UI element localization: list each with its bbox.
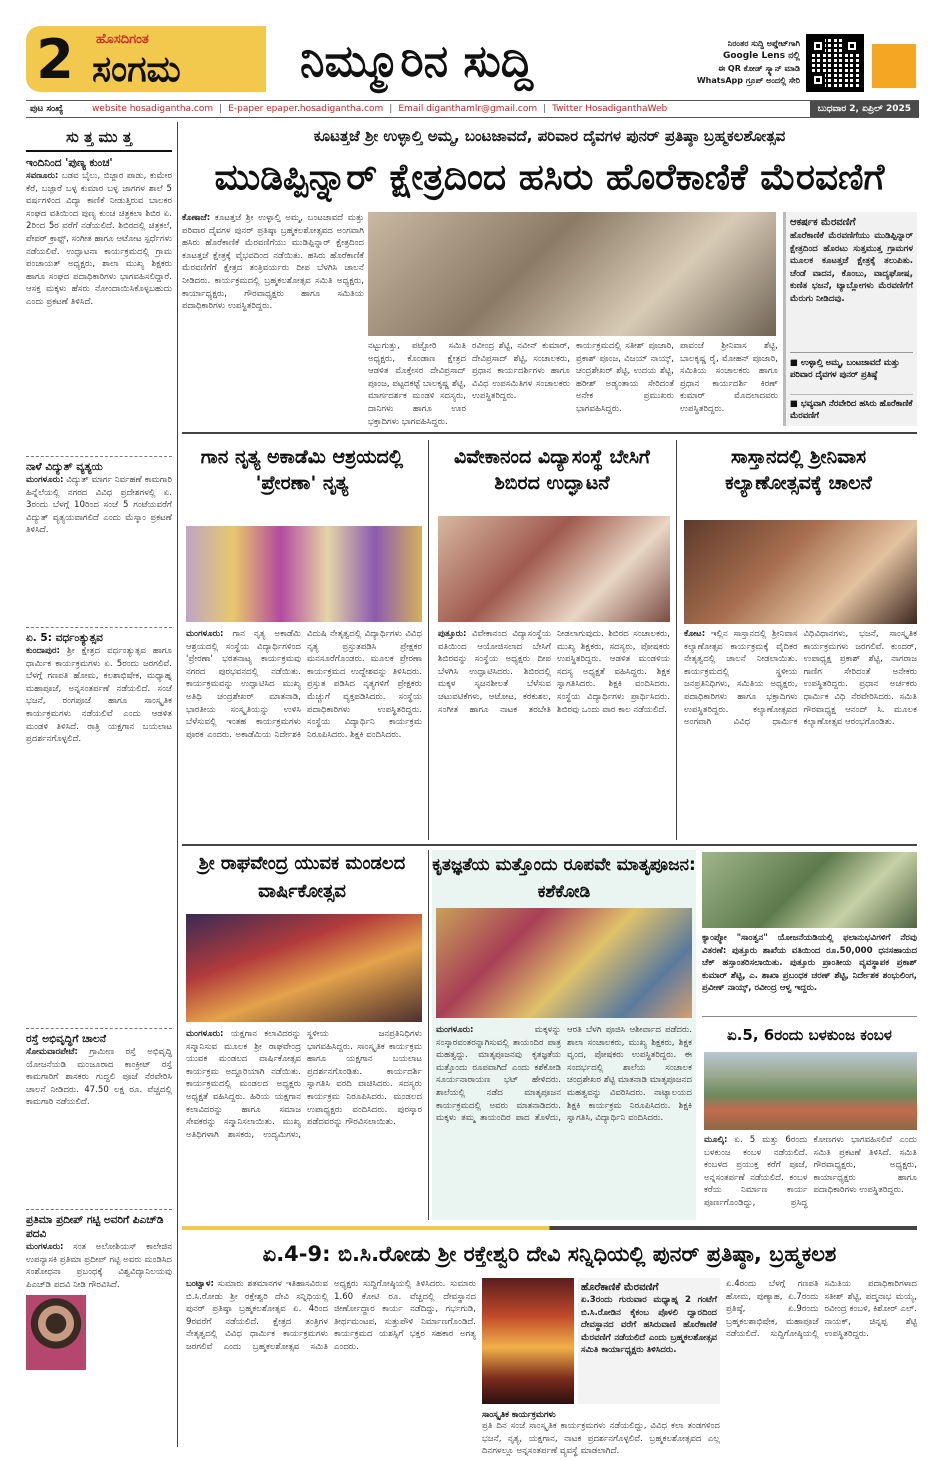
sidebar [26, 122, 172, 1447]
lead-headline: ಮುಡಿಪ್ಪಿನ್ನಾರ್ ಕ್ಷೇತ್ರದಿಂದ ಹಸಿರು ಹೊರೆಕಾಣಿಕೆ ಮೆರವಣಿಗೆ [214, 157, 885, 198]
sidebar-item-title: ಪ್ರತಿಮಾ ಪ್ರದೀಪ್ ಗಟ್ಟಿ ಅವರಿಗೆ ಪಿಎಚ್‌ಡಿ ಪದವಿ [26, 1214, 164, 1240]
dateline: ಸೋಮವಾರಪೇಟೆ: [26, 1047, 78, 1057]
sidebar-item-title: ರಸ್ತೆ ಅಭಿವೃದ್ಧಿಗೆ ಚಾಲನೆ [26, 1033, 107, 1045]
story6-photo [702, 852, 917, 928]
issue-date: ಬುಧವಾರ 2, ಏಪ್ರಿಲ್ 2025 [810, 101, 919, 117]
lead-bullet: ■ ಭವ್ಯವಾಗಿ ನೆರವೇರಿದ ಹಸಿರು ಹೊರೆಕಾಣಿಕೆ ಮೆರವಣಿಗೆ [790, 394, 913, 432]
story5-body: ಮಂಗಳೂರು: ಮಕ್ಕಳನ್ನು ಸಂಸ್ಕಾರವಂತರನ್ನಾಗಿಸುವಲ್ಲಿ ತಾಯಂದಿರ ಪಾತ್ರ ಮಹತ್ವದ್ದು. ಮಾತೃಪೂಜನವು ಕೃತಜ್ಞತೆಯ ಮತ್ತೊಂದು ರೂಪವಾಗಿದೆ ಎಂದು ಕಶೆಕೋಡಿ ಸೂರ್ಯನಾರಾಯಣ ಭಟ್ ಹೇಳಿದರು. ಶಾಲೆಯಲ್ಲಿ ನಡೆದ ಮಾತೃಪೂಜನ ಕಾರ್ಯಕ್ರಮದಲ್ಲಿ ಅವರು ಮಾತನಾಡಿದರು. ಮಕ್ಕಳು ತಮ್ಮ ತಾಯಂದಿರ ಪಾದ ತೊಳೆದು, ಆರತಿ ಬೆಳಗಿ ಪೂಜಿಸಿ ಆಶೀರ್ವಾದ ಪಡೆದರು. ಶಾಲಾ ಸಂಚಾಲಕರು, ಮುಖ್ಯ ಶಿಕ್ಷಕರು, ಶಿಕ್ಷಕ ವೃಂದ, ಪೋಷಕರು ಉಪಸ್ಥಿತರಿದ್ದರು. ಈ ಸಂದರ್ಭದಲ್ಲಿ ಶಾಲೆಯ ಸಂಚಾಲಕ ಚಂದ್ರಶೇಖರ ಶೆಟ್ಟಿ ಮಾತನಾಡಿ ಮಾತೃಪೂಜನದ ಮಹತ್ವವನ್ನು ವಿವರಿಸಿದರು. ನಾಟ್ಯಾಲಯದ ಶಿಕ್ಷಕಿ ಕಾರ್ಯಕ್ರಮ ನಿರೂಪಿಸಿದರು. ಶಿಕ್ಷಕಿ ಸ್ವಾಗತಿಸಿ, ವಿದ್ಯಾರ್ಥಿನಿ ವಂದಿಸಿದರು. [436, 1025, 692, 1124]
bottom-box [578, 1278, 720, 1404]
lead-body-left: ಕೊಣಾಜೆ: ಕೂಟತ್ತಜೆ ಶ್ರೀ ಉಳ್ಳಾಲ್ತಿ ಅಮ್ಮ, ಬಂಟಜಾವದೆ ಮತ್ತು ಪರಿವಾರ ದೈವಗಳ ಪುನರ್ ಪ್ರತಿಷ್ಠಾ ಬ್ರಹ್ಮಕಲಶೋತ್ಸವದ ಅಂಗವಾಗಿ ಹಸಿರು ಹೊರೆಕಾಣಿಕೆ ಮೆರವಣಿಗೆಯು ಮುಡಿಪ್ಪಿನ್ನಾರ್ ಕ್ಷೇತ್ರದಿಂದ ಕೂಟತ್ತಜೆ ಕ್ಷೇತ್ರಕ್ಕೆ ವೈಭವದಿಂದ ನಡೆಯಿತು. ಹಸಿರು ಹೊರೆಕಾಣಿಕೆ ಮೆರವಣಿಗೆಗೆ ಕ್ಷೇತ್ರದ ತಂತ್ರಿವರ್ಯರು ದೀಪ ಬೆಳಗಿಸಿ ಚಾಲನೆ ನೀಡಿದರು. ಕಾರ್ಯಕ್ರಮದಲ್ಲಿ ಬ್ರಹ್ಮಕಲಶೋತ್ಸವ ಸಮಿತಿ ಅಧ್ಯಕ್ಷರು, ಕಾರ್ಯಾಧ್ಯಕ್ಷರು, ಗೌರವಾಧ್ಯಕ್ಷರು ಹಾಗೂ ಸಮಿತಿಯ ಪದಾಧಿಕಾರಿಗಳು ಉಪಸ್ಥಿತರಿದ್ದರು. [182, 213, 364, 312]
accent-block [872, 44, 916, 88]
story5-box [432, 850, 696, 1220]
row-divider [182, 844, 917, 846]
bottom-body-left: ಬಂಟ್ವಾಳ: ಸುಮಾರು ಶತಮಾನಗಳ ಇತಿಹಾಸವಿರುವ ಬಿ.ಸಿ.ರೋಡು ಶ್ರೀ ರಕ್ತೇಶ್ವರಿ ದೇವಿ ಸನ್ನಿಧಿಯಲ್ಲಿ ಪುನರ್ ಪ್ರತಿಷ್ಠಾ ಬ್ರಹ್ಮಕಲಶೋತ್ಸವ ಏ. 4ರಿಂದ 9ರವರೆಗೆ ನಡೆಯಲಿದೆ. ಕ್ಷೇತ್ರದ ತಂತ್ರಿಗಳ ನೇತೃತ್ವದಲ್ಲಿ ವಿವಿಧ ಧಾರ್ಮಿಕ ಕಾರ್ಯಕ್ರಮಗಳು ಜರಗಲಿವೆ ಎಂದು ಬ್ರಹ್ಮಕಲಶೋತ್ಸವ ಸಮಿತಿ ಅಧ್ಯಕ್ಷರು ಸುದ್ದಿಗೋಷ್ಠಿಯಲ್ಲಿ ತಿಳಿಸಿದರು. ಸುಮಾರು 1.60 ಕೋಟಿ ರೂ. ವೆಚ್ಚದಲ್ಲಿ ದೇವಸ್ಥಾನದ ಜೀರ್ಣೋದ್ಧಾರ ಕಾರ್ಯ ನಡೆದಿದ್ದು, ಗರ್ಭಗುಡಿ, ತೀರ್ಥಮಂಟಪ, ಸುತ್ತುಪೌಳಿ ನಿರ್ಮಾಣಗೊಂಡಿದೆ. ಕಾರ್ಯಕ್ರಮದ ಯಶಸ್ಸಿಗೆ ಭಕ್ತರ ಸಹಕಾರ ಅಗತ್ಯ ಎಂದರು. [186, 1279, 476, 1352]
story1-headline: ಗಾನ ನೃತ್ಯ ಅಕಾಡೆಮಿ ಆಶ್ರಯದಲ್ಲಿ 'ಪ್ರೇರಣಾ' ನೃತ್ಯ [200, 446, 404, 494]
website-link[interactable]: website hosadigantha.com [92, 104, 214, 114]
qr-line: WhatsApp ಗ್ರೂಪ್ ಅಂದಲ್ಲಿ ಸೇರಿ [696, 76, 800, 85]
color-bar [182, 1226, 917, 1230]
story2-body: ಪುತ್ತೂರು: ವಿವೇಕಾನಂದ ವಿದ್ಯಾಸಂಸ್ಥೆಯ ವತಿಯಿಂದ ಆಯೋಜಿಸಲಾದ ಬೇಸಿಗೆ ಶಿಬಿರವನ್ನು ಸಂಸ್ಥೆಯ ಅಧ್ಯಕ್ಷರು ದೀಪ ಬೆಳಗಿಸಿ ಉದ್ಘಾಟಿಸಿದರು. ಶಿಬಿರದಲ್ಲಿ ಮಕ್ಕಳ ಸೃಜನಶೀಲತೆ ಬೆಳೆಸುವ ಚಟುವಟಿಕೆಗಳು, ಆಟೋಟ, ಕರಕುಶಲ, ಸಂಗೀತ ಹಾಗೂ ನಾಟಕ ತರಬೇತಿ ನೀಡಲಾಗುವುದು. ಶಿಬಿರದ ಸಂಚಾಲಕರು, ಮುಖ್ಯ ಶಿಕ್ಷಕರು, ಸದಸ್ಯರು, ಪೋಷಕರು ಉಪಸ್ಥಿತರಿದ್ದರು. ಆಡಳಿತ ಮಂಡಳಿಯ ಸದಸ್ಯ ಅಧ್ಯಕ್ಷತೆ ವಹಿಸಿದ್ದರು. ಶಿಕ್ಷಕ ಸ್ವಾಗತಿಸಿದರು. ಶಿಕ್ಷಕಿ ವಂದಿಸಿದರು. ಸಂಸ್ಥೆಯ ವಿದ್ಯಾರ್ಥಿಗಳು ಪ್ರಾರ್ಥಿಸಿದರು. ಶಿಬಿರವು ಒಂದು ವಾರ ಕಾಲ ನಡೆಯಲಿದೆ. [438, 629, 670, 715]
sidebar-item-body: ಬಡವ ಬೈಲು, ಬಿಜ್ಜಾರ ಪಾಡು, ಕುಮೇರ ಕೆರೆ, ಬಜ್ಪಾರೆ ಬಳ್ಳ ಕುಮಾರ ಬಳ್ಳ ಜಾಗಗಳ ಶಾಲೆ 5 ವರ್ಷಗಳಿಂದ ವಿದ್ಯಾ ಕಾಣಿಕೆ ನೀಡುತ್ತಿರುವ ಬಾಲಕರ ಸಂಘದ ವತಿಯಿಂದ ಪುಣ್ಯ ಕುಂಚ ಚಿತ್ರಕಲಾ ಶಿಬಿರ ಏ. 2ರಿಂದ 5ರ ವರೆಗೆ ನಡೆಯಲಿದೆ. ಶಿಬಿರದಲ್ಲಿ ಚಿತ್ರಕಲೆ, ಪೇಪರ್ ಕ್ರಾಫ್ಟ್, ಸಂಗೀತ ಹಾಗೂ ಆಟೋಟ ಸ್ಪರ್ಧೆಗಳು ನಡೆಯಲಿವೆ. ಉದ್ಘಾಟನಾ ಕಾರ್ಯಕ್ರಮದಲ್ಲಿ ಗ್ರಾಮ ಪಂಚಾಯತ್ ಅಧ್ಯಕ್ಷರು, ಶಾಲಾ ಮುಖ್ಯ ಶಿಕ್ಷಕರು ಹಾಗೂ ಸಂಘದ ಪದಾಧಿಕಾರಿಗಳು ಭಾಗವಹಿಸಲಿದ್ದಾರೆ. ಆಸಕ್ತ ಮಕ್ಕಳು ಹೆಸರು ನೋಂದಾಯಿಸಿಕೊಳ್ಳಬಹುದು ಎಂದು ಪ್ರಕಟಣೆ ತಿಳಿಸಿದೆ. [26, 171, 172, 307]
row-divider [182, 432, 917, 434]
qr-line: ಈ QR ಕೋಡ್ ಸ್ಕ್ಯಾನ್ ಮಾಡಿ [718, 64, 800, 73]
bottom-photo [482, 1278, 574, 1404]
story2-photo [438, 516, 670, 622]
lead-sidebox-title: ಆಕರ್ಷಕ ಮೆರವಣಿಗೆ [790, 217, 856, 228]
story3-headline: ಸಾಸ್ತಾನದಲ್ಲಿ ಶ್ರೀನಿವಾಸ ಕಲ್ಯಾಣೋತ್ಸವಕ್ಕೆ ಚಾಲನೆ [725, 446, 872, 494]
story5-headline: ಕೃತಜ್ಞತೆಯ ಮತ್ತೊಂದು ರೂಪವೇ ಮಾತೃಪೂಜನ: ಕಶೆಕೋಡಿ [432, 855, 696, 902]
lead-col: ನಟ್ಟುಗುತ್ತು, ಪಟ್ಟೋರಿ ಸಮಿತಿ ಅಧ್ಯಕ್ಷರು, ಕೊಂಡಾಣ ಕ್ಷೇತ್ರದ ಆಡಳಿತ ಮೊಕ್ತೇಸರ ದೇವಿಪ್ರಸಾದ್ ಪೂಂಜ, ಪಟ್ಟದಕಟ್ಟೆ ಬಾಲಕೃಷ್ಣ ಶೆಟ್ಟಿ, ಮಾರ್ಗದರ್ಶಕ ಮಂಡಳಿ ಸದಸ್ಯರು, ದಾನಿಗಳು ಹಾಗೂ ಊರ ಭಕ್ತಾದಿಗಳು ಭಾಗವಹಿಸಿದ್ದರು. [368, 341, 466, 427]
sidebar-item-title: ಏ. 5: ವರ್ಧಂತ್ಯುತ್ಸವ [26, 632, 103, 644]
lead-kicker: ಕೂಟತ್ತಜೆ ಶ್ರೀ ಉಳ್ಳಾಲ್ತಿ ಅಮ್ಮ, ಬಂಟಜಾವದೆ, ಪರಿವಾರ ದೈವಗಳ ಪುನರ್ ಪ್ರತಿಷ್ಠಾ ಬ್ರಹ್ಮಕಲಶೋತ್ಸವ [313, 127, 786, 145]
story4-headline: ಶ್ರೀ ರಾಘವೇಂದ್ರ ಯುವಕ ಮಂಡಲದ ವಾರ್ಷಿಕೋತ್ಸವ [198, 853, 406, 902]
qr-code[interactable] [806, 34, 864, 92]
page-label: ಪುಟ ಸಂಖ್ಯೆ [30, 104, 64, 114]
dateline: ಸವಣೂರು: [26, 171, 59, 181]
sidebar-item [26, 1210, 172, 1440]
lead-col: ಕಾರ್ಯಕ್ರಮದಲ್ಲಿ ಸತೀಶ್ ಪೂಜಾರಿ, ಪ್ರಕಾಶ್ ಪೂಂಜ, ವಿಜಯ್ ನಾಯ್ಕ್, ಚಂದ್ರಶೇಖರ್ ಶೆಟ್ಟಿ, ಉದಯ ಶೆಟ್ಟಿ, ಹರೀಶ್ ಅಡ್ಯಂತಾಯ ಸೇರಿದಂತೆ ಅನೇಕ ಪ್ರಮುಖರು ಭಾಗವಹಿಸಿದ್ದರು. [576, 341, 674, 414]
dateline: ಕುಂದಾಪುರ: [26, 646, 60, 656]
bottom-photo-caption: ಸಾಂಸ್ಕೃತಿಕ ಕಾರ್ಯಕ್ರಮಗಳು [482, 1409, 556, 1419]
dateline: ಮೂಲ್ಕಿ: [704, 1135, 728, 1145]
qr-line: ನಿರಂತರ ಸುದ್ದಿ ಅಪ್ಡೇಟ್‌ಗಾಗಿ [727, 39, 800, 48]
dateline: ಮಂಗಳೂರು: [186, 629, 224, 639]
sidebar-item-body: ಗ್ರಾಮೀಣ ರಸ್ತೆ ಅಭಿವೃದ್ಧಿ ಯೋಜನೆಯಡಿ ಮಂಜೂರಾದ ಕಾಂಕ್ರೀಟ್ ರಸ್ತೆ ಕಾಮಗಾರಿಗೆ ಶಾಸಕರು ಗುದ್ದಲಿ ಪೂಜೆ ನೆರವೇರಿಸಿ ಚಾಲನೆ ನೀಡಿದರು. 47.50 ಲಕ್ಷ ರೂ. ವೆಚ್ಚದಲ್ಲಿ ಕಾಮಗಾರಿ ನಡೆಯಲಿದೆ. [26, 1047, 172, 1108]
bottom-box-body: ಏ.3ರಂದು ಗುರುವಾರ ಮಧ್ಯಾಹ್ನ 2 ಗಂಟೆಗೆ ಬಿ.ಸಿ.ರೋಡಿನ ಕೈಕಂಬ ಪೊಳಲಿ ದ್ವಾರದಿಂದ ದೇವಸ್ಥಾನದ ವರೆಗೆ ಹಸಿರುವಾಣಿ ಹೊರೆಕಾಣಿಕೆ ಮೆರವಣಿಗೆ ನಡೆಯಲಿದೆ ಎಂದು ಬ್ರಹ್ಮಕಲಶೋತ್ಸವ ಸಮಿತಿ ಕಾರ್ಯಾಧ್ಯಕ್ಷರು ತಿಳಿಸಿದರು. [581, 1295, 717, 1356]
sidebar-item-body: ಶ್ರೀ ಕ್ಷೇತ್ರದ ವರ್ಧಂತ್ಯುತ್ಸವ ಹಾಗೂ ಧಾರ್ಮಿಕ ಕಾರ್ಯಕ್ರಮಗಳು ಏ. 5ರಂದು ಜರಗಲಿವೆ. ಬೆಳಗ್ಗೆ ಗಣಪತಿ ಹೋಮ, ಕಲಶಾಭಿಷೇಕ, ಮಧ್ಯಾಹ್ನ ಮಹಾಪೂಜೆ, ಅನ್ನಸಂತರ್ಪಣೆ ನಡೆಯಲಿದೆ. ಸಂಜೆ ಭಜನೆ, ರಂಗಪೂಜೆ ಹಾಗೂ ಸಾಂಸ್ಕೃತಿಕ ಕಾರ್ಯಕ್ರಮಗಳು ನಡೆಯಲಿವೆ ಎಂದು ಆಡಳಿತ ಮಂಡಳಿ ತಿಳಿಸಿದೆ. ರಾತ್ರಿ ಯಕ್ಷಗಾನ ಬಯಲಾಟ ಪ್ರದರ್ಶನಗೊಳ್ಳಲಿದೆ. [26, 646, 173, 745]
story7-headline: ಏ.5, 6ರಂದು ಬಳಕುಂಜ ಕಂಬಳ [727, 1026, 892, 1044]
lead-photo [368, 212, 776, 336]
supplement-name: ಸಂಗಮ [92, 49, 181, 90]
dateline: ಕೊಣಾಜೆ: [182, 213, 211, 223]
story3-photo [684, 520, 917, 624]
story3-body: ಕೋಟ: ಇಲ್ಲಿನ ಸಾಸ್ತಾನದಲ್ಲಿ ಶ್ರೀನಿವಾಸ ಕಲ್ಯಾಣೋತ್ಸವ ಕಾರ್ಯಕ್ರಮಕ್ಕೆ ವೈದಿಕರ ನೇತೃತ್ವದಲ್ಲಿ ಚಾಲನೆ ನೀಡಲಾಯಿತು. ಕಾರ್ಯಕ್ರಮದಲ್ಲಿ ಸ್ಥಳೀಯ ಜನಪ್ರತಿನಿಧಿಗಳು, ಸಮಿತಿಯ ಅಧ್ಯಕ್ಷರು, ಪದಾಧಿಕಾರಿಗಳು ಹಾಗೂ ಭಕ್ತಾದಿಗಳು ಉಪಸ್ಥಿತರಿದ್ದರು. ಕಲ್ಯಾಣೋತ್ಸವದ ಅಂಗವಾಗಿ ವಿವಿಧ ಧಾರ್ಮಿಕ ವಿಧಿವಿಧಾನಗಳು, ಭಜನೆ, ಸಾಂಸ್ಕೃತಿಕ ಕಾರ್ಯಕ್ರಮಗಳು ಜರಗಲಿವೆ. ಕುಂದರ್, ಉಪಾಧ್ಯಕ್ಷ ಪ್ರಕಾಶ್ ಶೆಟ್ಟಿ, ನಾಗರಾಜ ಗಾಣಿಗ ಸೇರಿದಂತೆ ಅನೇಕರು ಉಪಸ್ಥಿತರಿದ್ದರು. ಪ್ರಧಾನ ಅರ್ಚಕರು ಧಾರ್ಮಿಕ ವಿಧಿ ನೆರವೇರಿಸಿದರು. ಸಮಿತಿ ಗೌರವಾಧ್ಯಕ್ಷ ಆನಂದ್ ಸಿ. ಮೂಲಕ ಕಲ್ಯಾಣೋತ್ಸವ ಆರಂಭಗೊಂಡಿತು. [684, 629, 917, 728]
sidebar-item [26, 156, 172, 456]
bottom-box-title: ಹೊರೆಕಾಣಿಕೆ ಮೆರವಣಿಗೆ [581, 1282, 659, 1293]
sidebar-divider [177, 122, 178, 1447]
qr-text [668, 38, 800, 98]
qr-line: Google Lens ನಲ್ಲಿ [722, 51, 800, 61]
portrait-photo [26, 1295, 86, 1370]
twitter-link[interactable]: Twitter HosadiganthaWeb [552, 104, 668, 114]
story1-photo [186, 526, 422, 622]
dateline: ಮಂಗಳೂರು: [26, 1242, 64, 1252]
story6-caption: ಕ್ಯಾಂಪ್ಕೋ "ಸಾಂತ್ವನ" ಯೋಜನೆಯಡಿಯಲ್ಲಿ ಫಲಾನುಭವಿಗಳಿಗೆ ನೆರವು ವಿತರಣೆ: ಪುತ್ತೂರು ಶಾಖೆಯ ವತಿಯಿಂದ ರೂ.50,000 ಧನಸಹಾಯದ ಚೆಕ್ ಹಸ್ತಾಂತರಿಸಲಾಯಿತು. ಪುತ್ತೂರು ಪ್ರಾಂತೀಯ ವ್ಯವಸ್ಥಾಪಕ ಪ್ರಕಾಶ್ ಕುಮಾರ್ ಶೆಟ್ಟಿ, ಎ. ಶಾಖಾ ಪ್ರಬಂಧಕ ಚರಣ್ ಶೆಟ್ಟಿ, ನಿರ್ದೇಶಕ ಶಂಭುಲಿಂಗ, ಪ್ರವೀಣ್ ನಾಯ್ಕ್, ರವೀಂದ್ರ ಆಳ್ವ ಇದ್ದರು. [702, 933, 917, 994]
email-link[interactable]: Email diganthamlr@gmail.com [398, 104, 538, 114]
sidebar-item-body: ವಿದ್ಯುತ್ ಮಾರ್ಗ ನಿರ್ವಹಣೆ ಕಾಮಗಾರಿ ಹಿನ್ನೆಲೆಯಲ್ಲಿ ನಗರದ ವಿವಿಧ ಪ್ರದೇಶಗಳಲ್ಲಿ ಏ. 3ರಂದು ಬೆಳಗ್ಗೆ 10ರಿಂದ ಸಂಜೆ 5 ಗಂಟೆಯವರೆಗೆ ವಿದ್ಯುತ್ ವ್ಯತ್ಯಯವಾಗಲಿದೆ ಎಂದು ಮೆಸ್ಕಾಂ ಪ್ರಕಟಣೆ ತಿಳಿಸಿದೆ. [26, 475, 173, 536]
paper-name-small: ಹೊಸದಿಗಂತ [96, 32, 149, 47]
lead-bullet: ■ ಉಳ್ಳಾಲ್ತಿ ಅಮ್ಮ, ಬಂಟಜಾವದೆ ಮತ್ತು ಪರಿವಾರ ದೈವಗಳ ಪುನರ್ ಪ್ರತಿಷ್ಠೆ [790, 357, 900, 379]
story5-photo [436, 908, 692, 1018]
story7-photo [704, 1052, 917, 1130]
page-number: 2 [36, 28, 74, 91]
bottom-body-mid: ಪ್ರತಿ ದಿನ ಸಂಜೆ ಸಾಂಸ್ಕೃತಿಕ ಕಾರ್ಯಕ್ರಮಗಳು ನಡೆಯಲಿದ್ದು, ವಿವಿಧ ಕಲಾ ತಂಡಗಳಿಂದ ಭಜನೆ, ನೃತ್ಯ, ಯಕ್ಷಗಾನ, ನಾಟಕ ಪ್ರದರ್ಶನಗೊಳ್ಳಲಿವೆ. ಬ್ರಹ್ಮಕಲಶೋತ್ಸವದ ಎಲ್ಲ ದಿನಗಳಲ್ಲೂ ಅನ್ನಸಂತರ್ಪಣೆ ವ್ಯವಸ್ಥೆ ಮಾಡಲಾಗಿದೆ. [482, 1421, 720, 1457]
dateline: ಮಂಗಳೂರು: [186, 1029, 224, 1039]
story7-body: ಮೂಲ್ಕಿ: ಏ. 5 ಮತ್ತು 6ರಂದು ಬಳಕುಂಜ ಕಂಬಳ ನಡೆಯಲಿದೆ. ಕಂಬಳದ ಪ್ರಯುಕ್ತ ಕರೆಗೆ ಪೂಜೆ, ಅನ್ನಸಂತರ್ಪಣೆ ನಡೆಯಲಿದೆ. ಕಂಬಳ ಕರೆಯ ನಿರ್ಮಾಣ ಕಾರ್ಯ ಪೂರ್ಣಗೊಂಡಿದ್ದು, ಪ್ರಸಿದ್ಧ ಕೋಣಗಳು ಭಾಗವಹಿಸಲಿವೆ ಎಂದು ಸಮಿತಿ ಪ್ರಕಟಣೆ ತಿಳಿಸಿದೆ. ಸಮಿತಿ ಗೌರವಾಧ್ಯಕ್ಷರು, ಅಧ್ಯಕ್ಷರು, ಕಾರ್ಯಾಧ್ಯಕ್ಷರು ಹಾಗೂ ಪದಾಧಿಕಾರಿಗಳು ಉಪಸ್ಥಿತರಿದ್ದರು. [704, 1135, 917, 1208]
story1-body: ಮಂಗಳೂರು: ಗಾನ ನೃತ್ಯ ಅಕಾಡೆಮಿ ಆಶ್ರಯದಲ್ಲಿ ಸಂಸ್ಥೆಯ ವಿದ್ಯಾರ್ಥಿಗಳಿಂದ 'ಪ್ರೇರಣಾ' ಭರತನಾಟ್ಯ ಕಾರ್ಯಕ್ರಮವು ನಗರದ ಪುರಭವನದಲ್ಲಿ ನಡೆಯಿತು. ಕಾರ್ಯಕ್ರಮವನ್ನು ಉದ್ಘಾಟಿಸಿದ ಮುಖ್ಯ ಅತಿಥಿ ಚಂದ್ರಶೇಖರ್ ಮಾತನಾಡಿ, ಭಾರತೀಯ ಸಂಸ್ಕೃತಿಯನ್ನು ಉಳಿಸಿ ಬೆಳೆಸುವಲ್ಲಿ ಇಂತಹ ಕಾರ್ಯಕ್ರಮಗಳು ಪೂರಕ ಎಂದರು. ಅಕಾಡೆಮಿಯ ನಿರ್ದೇಶಕಿ ವಿದುಷಿ ನೇತೃತ್ವದಲ್ಲಿ ವಿದ್ಯಾರ್ಥಿಗಳು ವಿವಿಧ ನೃತ್ಯ ಪ್ರಸ್ತುತಪಡಿಸಿ ಪ್ರೇಕ್ಷಕರ ಮನಸೂರೆಗೊಂಡರು. ಮೂಲಕ ಪ್ರೇರಣಾ ಕಾರ್ಯಕ್ರಮದ ಉದ್ದೇಶವನ್ನು ತಿಳಿಸಿದರು. ಪ್ರಸ್ತುತ ಪಡಿಸಿದ ನೃತ್ಯಗಳಿಗೆ ಪ್ರೇಕ್ಷಕರು ಮೆಚ್ಚುಗೆ ವ್ಯಕ್ತಪಡಿಸಿದರು. ಸಂಸ್ಥೆಯ ಪದಾಧಿಕಾರಿಗಳು ಉಪಸ್ಥಿತರಿದ್ದರು. ಸಂಸ್ಥೆಯ ವಿದ್ಯಾರ್ಥಿನಿ ಕಾರ್ಯಕ್ರಮ ನಿರೂಪಿಸಿದರು. ಶಿಕ್ಷಕಿ ವಂದಿಸಿದರು. [186, 629, 422, 740]
sidebar-item-title: ನಾಳೆ ವಿದ್ಯುತ್ ವ್ಯತ್ಯಯ [26, 461, 103, 473]
bottom-body-right: ಏ.4ರಂದು ಬೆಳಗ್ಗೆ ಗಣಪತಿ ಹೋಮ, ಪುಣ್ಯಾಹ, ಏ.7ರಂದು ಪ್ರತಿಷ್ಠೆ, ಏ.9ರಂದು ಬ್ರಹ್ಮಕಲಶಾಭಿಷೇಕ, ಮಹಾಪೂಜೆ ನಡೆಯಲಿದೆ. ಸುದ್ದಿಗೋಷ್ಠಿಯಲ್ಲಿ ಸಮಿತಿಯ ಪದಾಧಿಕಾರಿಗಳಾದ ಸತೀಶ್ ಶೆಟ್ಟಿ, ಪದ್ಮನಾಭ ಮಯ್ಯ, ರವೀಂದ್ರ ಕಂಬಳಿ, ಕಿಶೋರ್ ಎಲ್. ನಾಯಕ್, ಚಿನ್ನಪ್ಪ ಶೆಟ್ಟಿ ಉಪಸ್ಥಿತರಿದ್ದರು. [726, 1279, 917, 1340]
lead-col: ಪಾವಂಜೆ ಶ್ರೀನಿವಾಸ ಶೆಟ್ಟಿ, ಬಾಲಕೃಷ್ಣ ರೈ, ಮೋಹನ್ ಪೂಜಾರಿ, ಸಮಿತಿಯ ಸಂಚಾಲಕರು ಹಾಗೂ ಪ್ರಧಾನ ಕಾರ್ಯದರ್ಶಿ ಕಿರಣ್ ಕುಮಾರ್ ಮೊದಲಾದವರು ಉಪಸ್ಥಿತರಿದ್ದರು. [680, 341, 778, 414]
info-bar: ಪುಟ ಸಂಖ್ಯೆ website hosadigantha.com | E-paper epaper.hosadigantha.com | Email diganthamlr@gmail.com | Twitter HosadiganthaWeb ಬುಧವಾರ 2, ಏಪ್ರಿಲ್ 2025 [26, 100, 919, 118]
sidebar-item-body: ಸಂತ ಅಲೋಶಿಯಸ್ ಕಾಲೇಜಿನ ಉಪನ್ಯಾಸಕಿ ಪ್ರತಿಮಾ ಪ್ರದೀಪ್ ಗಟ್ಟಿ ಅವರು ಮಂಡಿಸಿದ ಸಂಶೋಧನಾ ಪ್ರಬಂಧಕ್ಕೆ ವಿಶ್ವವಿದ್ಯಾನಿಲಯವು ಪಿಎಚ್‌ಡಿ ಪದವಿ ನೀಡಿ ಗೌರವಿಸಿದೆ. [26, 1242, 173, 1290]
sidebar-column-title: ಸು ತ್ತ ಮು ತ್ತ [26, 122, 172, 152]
sidebar-item [26, 1029, 172, 1209]
story4-body: ಮಂಗಳೂರು: ಯಕ್ಷಗಾನ ಕಲಾವಿದರನ್ನು ಸನ್ಮಾನಿಸುವ ಮೂಲಕ ಶ್ರೀ ರಾಘವೇಂದ್ರ ಯುವಕ ಮಂಡಲದ ವಾರ್ಷಿಕೋತ್ಸವ ಕಾರ್ಯಕ್ರಮ ಅದ್ದೂರಿಯಾಗಿ ನಡೆಯಿತು. ಕಾರ್ಯಕ್ರಮದಲ್ಲಿ ಮಂಡಲದ ಅಧ್ಯಕ್ಷರು ಅಧ್ಯಕ್ಷತೆ ವಹಿಸಿದ್ದರು. ಹಿರಿಯ ಯಕ್ಷಗಾನ ಕಲಾವಿದರನ್ನು ಹಾಗೂ ಸಮಾಜ ಸೇವಕರನ್ನು ಸನ್ಮಾನಿಸಲಾಯಿತು. ಮುಖ್ಯ ಅತಿಥಿಗಳಾಗಿ ಶಾಸಕರು, ಉದ್ಯಮಿಗಳು, ಸ್ಥಳೀಯ ಜನಪ್ರತಿನಿಧಿಗಳು ಭಾಗವಹಿಸಿದ್ದರು. ಸಾಂಸ್ಕೃತಿಕ ಕಾರ್ಯಕ್ರಮ ಹಾಗೂ ಯಕ್ಷಗಾನ ಬಯಲಾಟ ಪ್ರದರ್ಶನಗೊಂಡಿತು. ಕಾರ್ಯದರ್ಶಿ ಸ್ವಾಗತಿಸಿ ವರದಿ ವಾಚಿಸಿದರು. ಸದಸ್ಯರು ಕಾರ್ಯಕ್ರಮ ನಿರೂಪಿಸಿದರು. ಮಂಡಲದ ಉಪಾಧ್ಯಕ್ಷರು ವಂದಿಸಿದರು. ಪುರಸ್ಕಾರ ಪಡೆದವರನ್ನು ಗೌರವಿಸಲಾಯಿತು. [186, 1029, 422, 1140]
dateline: ಬಂಟ್ವಾಳ: [186, 1279, 214, 1289]
section-title: ನಿಮ್ಮೂರಿನ ಸುದ್ದಿ [300, 36, 534, 87]
sidebar-item-title: ಇಂದಿನಿಂದ 'ಪುಣ್ಯ ಕುಂಚ' [26, 157, 113, 169]
lead-col: ರವೀಂದ್ರ ಶೆಟ್ಟಿ, ನವೀನ್ ಕುಮಾರ್, ದೇವಿಪ್ರಸಾದ್ ಶೆಟ್ಟಿ, ಸಂಚಾಲಕರು, ಪ್ರಧಾನ ಕಾರ್ಯದರ್ಶಿಗಳು ಹಾಗೂ ವಿವಿಧ ಉಪಸಮಿತಿಗಳ ಸಂಚಾಲಕರು ಉಪಸ್ಥಿತರಿದ್ದರು. [472, 341, 570, 402]
sidebar-item [26, 457, 172, 627]
bottom-headline: ಏ.4-9: ಬಿ.ಸಿ.ರೋಡು ಶ್ರೀ ರಕ್ತೇಶ್ವರಿ ದೇವಿ ಸನ್ನಿಧಿಯಲ್ಲಿ ಪುನರ್ ಪ್ರತಿಷ್ಠಾ, ಬ್ರಹ್ಮಕಲಶ [262, 1242, 837, 1266]
sidebar-item [26, 628, 172, 1028]
epaper-link[interactable]: E-paper epaper.hosadigantha.com [228, 104, 384, 114]
dateline: ಪುತ್ತೂರು: [438, 629, 467, 639]
masthead [0, 0, 945, 100]
story2-headline: ವಿವೇಕಾನಂದ ವಿದ್ಯಾಸಂಸ್ಥೆ ಬೇಸಿಗೆ ಶಿಬಿರದ ಉದ್ಘಾಟನೆ [454, 446, 650, 494]
dateline: ಮಂಗಳೂರು: [436, 1025, 474, 1035]
dateline: ಕೋಟ: [684, 629, 706, 639]
story4-photo [186, 914, 422, 1022]
lead-sidebox-body: ಹೊರೆಕಾಣಿಕೆ ಮೆರವಣಿಗೆಯು ಮುಡಿಪ್ಪಿನ್ನಾರ್ ಕ್ಷೇತ್ರದಿಂದ ಹೊರಟು ಸುತ್ತಮುತ್ತ ಗ್ರಾಮಗಳ ಮೂಲಕ ಕೂಟತ್ತಜೆ ಕ್ಷೇತ್ರಕ್ಕೆ ತಲುಪಿತು. ಚೆಂಡೆ ವಾದನ, ಕೊಂಬು, ವಾದ್ಯಘೋಷ, ಕುಣಿತ ಭಜನೆ, ಟ್ಯಾಬ್ಲೋಗಳು ಮೆರವಣಿಗೆಗೆ ಮೆರುಗು ನೀಡಿದವು. [790, 231, 913, 304]
dateline: ಮಂಗಳೂರು: [26, 475, 64, 485]
lead-sidebox [783, 212, 917, 426]
